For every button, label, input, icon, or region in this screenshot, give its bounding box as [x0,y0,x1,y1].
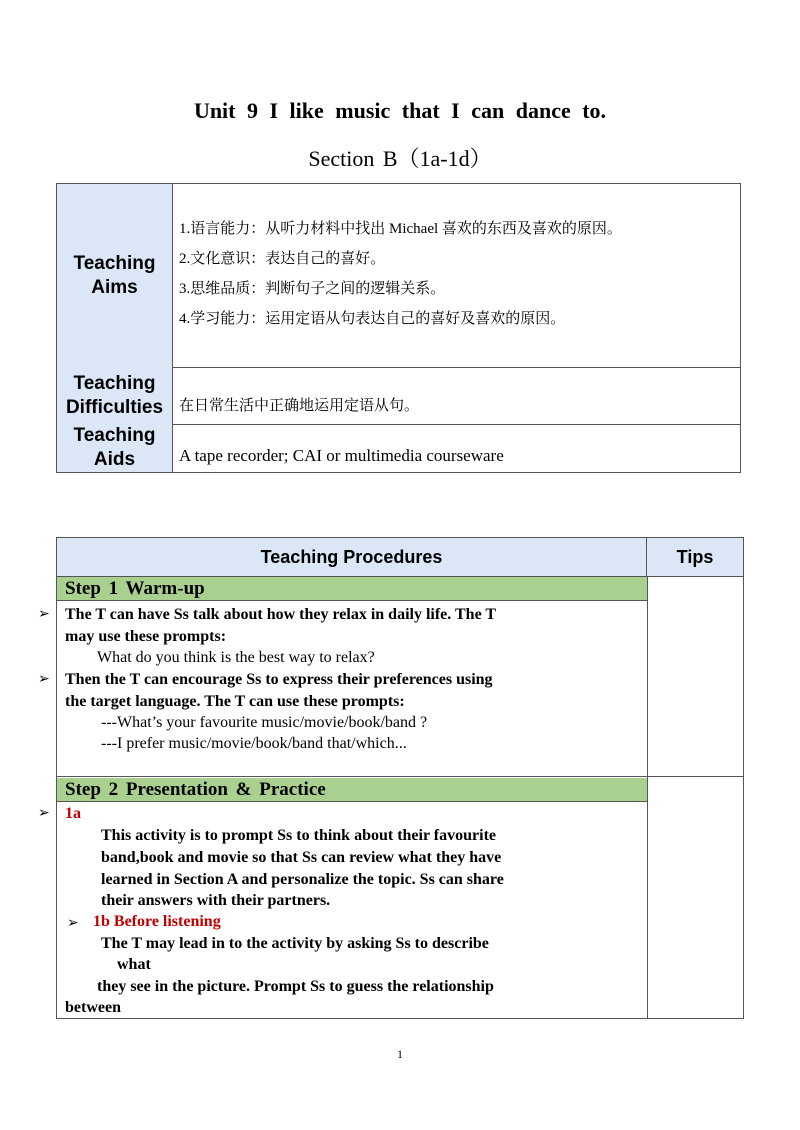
step1-line: The T can have Ss talk about how they relax in daily life. The T [65,606,497,623]
step1-line: the target language. The T can use these prompts: [65,693,405,710]
procedures-table [56,537,744,1019]
aids-text: A tape recorder; CAI or multimedia courseware [179,446,504,465]
step2-1a-line: learned in Section A and personalize the topic. Ss can share [101,871,504,888]
difficulties-text: 在日常生活中正确地运用定语从句。 [179,398,420,414]
step1-line: ---I prefer music/movie/book/band that/which... [101,735,407,752]
difficulties-label-line: Difficulties [65,396,164,418]
step2-1b-line: what [117,956,151,973]
overview-table [56,183,741,473]
procedures-header-row [57,538,743,577]
step2-1b-line: The T may lead in to the activity by asking Ss to describe [101,935,489,952]
step1-line: ---What’s your favourite music/movie/book/band ? [101,714,428,731]
step2-1b-line: they see in the picture. Prompt Ss to guess the relationship [97,978,494,995]
step2-1a-label: 1a [65,805,81,822]
document-subtitle: Section B（1a-1d） [308,146,492,171]
step1-line: Then the T can encourage Ss to express their preferences using [65,671,493,688]
step2-1a-line: band,book and movie so that Ss can review what they have [101,849,502,866]
document-title: Unit 9 I like music that I can dance to. [193,98,607,123]
step2-1b-line: between [65,999,121,1016]
aids-label-line: Teaching [73,425,156,446]
aim-item: 2.文化意识：表达自己的喜好。 [179,251,386,267]
bullet-arrow-icon: ➢ [38,607,50,622]
aim-item: 1.语言能力：从听力材料中找出 Michael 喜欢的东西及喜欢的原因。 [179,221,622,237]
aim-item: 4.学习能力：运用定语从句表达自己的喜好及喜欢的原因。 [179,311,566,327]
tips-column-header: Tips [676,547,714,567]
difficulties-label [57,367,173,424]
aims-label-line: Aims [91,276,138,298]
bullet-arrow-icon: ➢ [38,806,50,821]
bullet-arrow-icon: ➢ [38,672,50,687]
aids-label [57,424,173,472]
step1-line: What do you think is the best way to relax? [97,649,375,666]
aids-label-line: Aids [93,449,136,470]
step1-line: may use these prompts: [65,628,227,645]
aims-label [57,184,173,367]
step2-1a-line: their answers with their partners. [101,892,331,909]
aims-label-line: Teaching [73,252,156,274]
row-divider [57,776,743,777]
difficulties-label-line: Teaching [73,372,156,394]
procedures-column-header: Teaching Procedures [57,538,647,577]
page-number: 1 [397,1047,403,1061]
bullet-arrow-icon: ➢ [67,916,79,931]
column-divider [647,577,648,1018]
aims-cell [173,184,740,367]
aims-label-text [74,252,156,300]
step2-1a-line: This activity is to prompt Ss to think about their favourite [101,827,496,844]
aim-item: 3.思维品质：判断句子之间的逻辑关系。 [179,281,446,297]
step1-title: Step 1 Warm-up [57,577,647,601]
step2-title: Step 2 Presentation & Practice [57,778,647,802]
step2-1b-label: 1b Before listening [93,913,221,930]
